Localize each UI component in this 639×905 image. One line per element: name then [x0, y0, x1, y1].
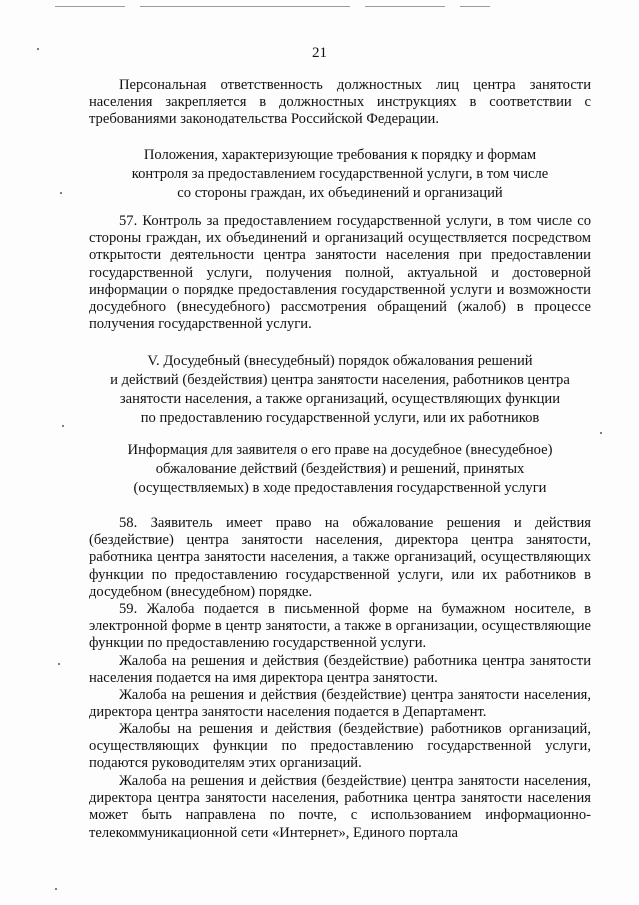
heading-control-requirements [89, 146, 591, 203]
paragraph-57 [89, 213, 591, 333]
paragraph-text: Жалобы на решения и действия (бездействие) работников организаций, осуществляющих функции по предоставлению государственной услуги, подаются руководителям этих организаций. [89, 721, 591, 772]
heading-line: со стороны граждан, их объединений и организаций [177, 185, 503, 201]
scan-speck [60, 192, 62, 194]
scan-artifact-line [140, 6, 350, 7]
scan-speck [37, 48, 39, 50]
heading-line: Положения, характеризующие требования к порядку и формам [143, 147, 537, 163]
paragraph-text: 57. Контроль за предоставлением государственной услуги, в том числе со стороны граждан, их объединений и организаций осуществляется посредством открытости деятельности центра занятости населения при предоставлении государственной услуги, получения полной, актуальной и достоверной информации о порядке предоставления государственной услуги и возможности досудебного (внесудебного) рассмотрения обращений (жалоб) в процессе получения государственной услуги. [89, 213, 591, 333]
heading-applicant-info [89, 441, 591, 498]
heading-line: и действий (бездействия) центра занятости населения, работников центра [110, 372, 570, 388]
scan-artifact-line [460, 6, 490, 7]
scan-artifact-line [365, 6, 445, 7]
paragraph-text: Жалоба на решения и действия (бездействие) центра занятости населения, директора центра занятости населения, работника центра занятости населения может быть направлена по почте, с использованием информационно-телекоммуникационной сети «Интернет», Единого портала [89, 773, 591, 841]
heading-line: занятости населения, а также организаций, осуществляющих функции [119, 391, 561, 407]
scan-artifact-line [55, 6, 125, 7]
paragraph-59 [89, 601, 591, 653]
paragraph-text: 58. Заявитель имеет право на обжалование решения и действия (бездействие) центра занятости населения, директора центра занятости, работника центра занятости населения, а также организаций, осуществляющих функции по предоставлению государственной услуги, или их работников в досудебном (внесудебном) порядке. [89, 515, 591, 600]
paragraph-complaint-employee [89, 653, 591, 687]
heading-line: обжалование действий (бездействия) и решений, принятых [155, 461, 525, 477]
paragraph-58 [89, 515, 591, 601]
paragraph-text: Персональная ответственность должностных лиц центра занятости населения закрепляется в должностных инструкциях в соответствии с требованиями законодательства Российской Федерации. [89, 77, 591, 128]
scan-speck [55, 888, 57, 890]
paragraph-responsibility [89, 77, 591, 129]
scan-speck [58, 663, 60, 665]
paragraph-complaint-center [89, 687, 591, 721]
heading-line: Информация для заявителя о его праве на досудебное (внесудебное) [127, 442, 553, 458]
scan-speck [62, 425, 64, 427]
heading-line: (осуществляемых) в ходе предоставления государственной услуги [133, 480, 547, 496]
paragraph-text: Жалоба на решения и действия (бездействие) работника центра занятости населения подается на имя директора центра занятости. [89, 653, 591, 687]
heading-section-5 [89, 352, 591, 428]
paragraph-complaint-channels [89, 773, 591, 842]
paragraph-text: 59. Жалоба подается в письменной форме на бумажном носителе, в электронной форме в центр занятости, а также в организации, осуществляющие функции по предоставлению государственной услуги. [89, 601, 591, 652]
paragraph-complaint-organizations [89, 721, 591, 773]
heading-line: по предоставлению государственной услуги, или их работников [140, 410, 540, 426]
paragraph-text: Жалоба на решения и действия (бездействие) центра занятости населения, директора центра занятости населения подается в Департамент. [89, 687, 591, 721]
scan-speck [600, 432, 602, 434]
page-number: 21 [312, 45, 327, 61]
heading-line: контроля за предоставлением государственной услуги, в том числе [131, 166, 549, 182]
heading-line: V. Досудебный (внесудебный) порядок обжалования решений [147, 353, 533, 369]
